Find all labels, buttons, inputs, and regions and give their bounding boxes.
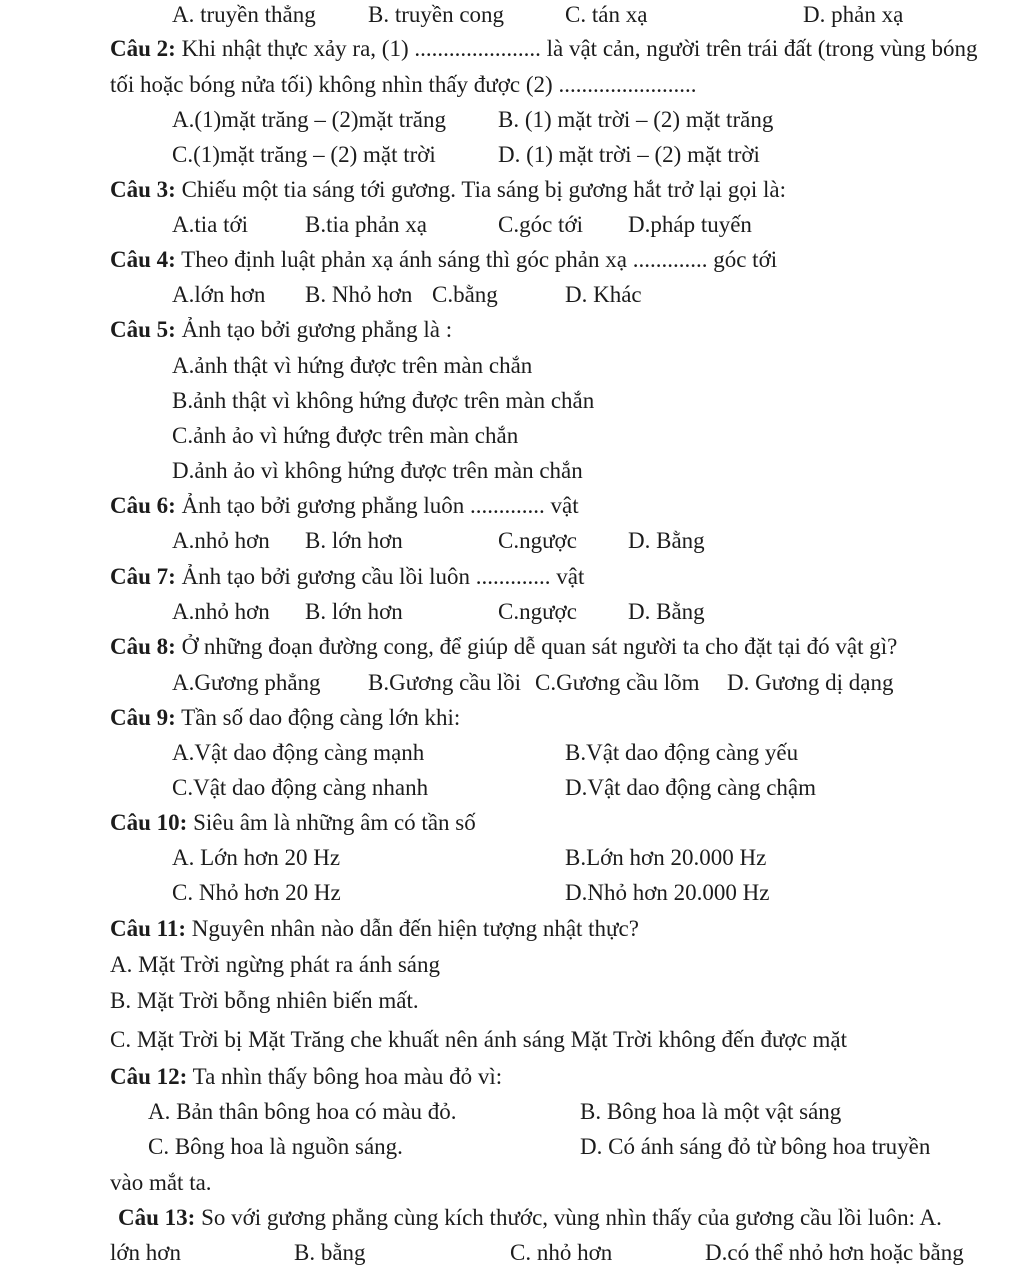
line-text: B. bằng — [294, 1240, 366, 1265]
text-line — [0, 562, 1024, 596]
question-text — [110, 175, 786, 205]
line-text: B.ảnh thật vì không hứng được trên màn chắn — [172, 388, 595, 413]
question-text — [110, 703, 460, 733]
line-text: Siêu âm là những âm có tần số — [187, 810, 476, 835]
answer-option — [498, 597, 577, 627]
line-text: Khi nhật thực xảy ra, (1) ...................... là vật cản, người trên trái đất (trong vùng bóng — [175, 36, 978, 61]
question-label: Câu 5: — [110, 317, 176, 342]
text-line — [0, 105, 1024, 139]
text-line — [0, 1062, 1024, 1096]
answer-option — [565, 773, 816, 803]
line-text: A.nhỏ hơn — [172, 528, 270, 553]
line-text: tối hoặc bóng nửa tối) không nhìn thấy được (2) ........................ — [110, 72, 697, 97]
line-text: D.Nhỏ hơn 20.000 Hz — [565, 880, 770, 905]
line-text: B.Gương cầu lồi — [368, 670, 522, 695]
answer-option — [510, 1238, 612, 1268]
line-text: A. Bản thân bông hoa có màu đỏ. — [148, 1099, 457, 1124]
line-text: lớn hơn — [110, 1240, 181, 1265]
answer-option — [565, 738, 798, 768]
question-label: Câu 11: — [110, 916, 187, 941]
answer-option — [148, 1132, 403, 1162]
line-text: A.ảnh thật vì hứng được trên màn chắn — [172, 353, 533, 378]
text-line — [0, 175, 1024, 209]
answer-option — [110, 1238, 181, 1268]
line-text: B. (1) mặt trời – (2) mặt trăng — [498, 107, 774, 132]
line-text: D. Gương dị dạng — [727, 670, 894, 695]
line-text: B. Mặt Trời bỗng nhiên biến mất. — [110, 988, 419, 1013]
answer-option — [172, 140, 436, 170]
text-line — [0, 315, 1024, 349]
answer-option — [498, 140, 760, 170]
text-line — [0, 1097, 1024, 1131]
text-line — [0, 668, 1024, 702]
line-text: B.Lớn hơn 20.000 Hz — [565, 845, 767, 870]
answer-option — [565, 878, 769, 908]
answer-option — [628, 597, 705, 627]
answer-option — [172, 878, 341, 908]
line-text: A.tia tới — [172, 212, 249, 237]
answer-option — [432, 280, 498, 310]
answer-option — [110, 70, 696, 100]
answer-option — [172, 210, 248, 240]
line-text: D.pháp tuyến — [628, 212, 752, 237]
question-text — [110, 245, 777, 275]
line-text: D. Khác — [565, 282, 642, 307]
line-text: A. truyền thẳng — [172, 2, 316, 27]
text-line — [0, 597, 1024, 631]
line-text: Theo định luật phản xạ ánh sáng thì góc phản xạ ............. góc tới — [175, 247, 778, 272]
line-text: C. Mặt Trời bị Mặt Trăng che khuất nên ánh sáng Mặt Trời không đến được mặt — [110, 1027, 848, 1052]
text-line — [0, 351, 1024, 385]
line-text: D. phản xạ — [803, 2, 904, 27]
text-line — [0, 140, 1024, 174]
line-text: B. Nhỏ hơn — [305, 282, 413, 307]
text-line — [0, 526, 1024, 560]
line-text: A. Mặt Trời ngừng phát ra ánh sáng — [110, 952, 440, 977]
text-line — [0, 386, 1024, 420]
line-text: Ở những đoạn đường cong, để giúp dễ quan sát người ta cho đặt tại đó vật gì? — [175, 634, 898, 659]
answer-option — [172, 526, 270, 556]
question-label: Câu 4: — [110, 247, 176, 272]
answer-option — [498, 526, 577, 556]
question-text — [110, 562, 584, 592]
answer-option — [628, 526, 705, 556]
question-text — [110, 632, 897, 662]
question-label: Câu 7: — [110, 564, 176, 589]
answer-option — [368, 0, 504, 30]
line-text: D. Bằng — [628, 528, 705, 553]
answer-option — [368, 668, 521, 698]
answer-option — [305, 597, 403, 627]
line-text: C.góc tới — [498, 212, 583, 237]
answer-option — [172, 773, 428, 803]
line-text: A.Vật dao động càng mạnh — [172, 740, 425, 765]
question-text — [110, 808, 476, 838]
answer-option — [110, 950, 440, 980]
answer-option — [727, 668, 893, 698]
line-text: B. Bông hoa là một vật sáng — [580, 1099, 842, 1124]
answer-option — [172, 386, 594, 416]
line-text: B. lớn hơn — [305, 599, 403, 624]
line-text: C. tán xạ — [565, 2, 648, 27]
line-text: C.ngược — [498, 599, 577, 624]
question-label: Câu 6: — [110, 493, 176, 518]
line-text: C.Vật dao động càng nhanh — [172, 775, 429, 800]
line-text: B.Vật dao động càng yếu — [565, 740, 799, 765]
line-text: A. Lớn hơn 20 Hz — [172, 845, 341, 870]
text-line — [0, 773, 1024, 807]
answer-option — [565, 0, 647, 30]
answer-option — [172, 0, 316, 30]
question-label: Câu 3: — [110, 177, 176, 202]
answer-option — [580, 1097, 841, 1127]
question-label: Câu 12: — [110, 1064, 188, 1089]
text-line — [0, 703, 1024, 737]
line-text: Ta nhìn thấy bông hoa màu đỏ vì: — [187, 1064, 503, 1089]
text-line — [0, 491, 1024, 525]
line-text: A.nhỏ hơn — [172, 599, 270, 624]
question-label: Câu 9: — [110, 705, 176, 730]
text-line — [0, 280, 1024, 314]
question-label: Câu 10: — [110, 810, 188, 835]
answer-option — [172, 105, 446, 135]
line-text: Nguyên nhân nào dẫn đến hiện tượng nhật thực? — [186, 916, 639, 941]
question-label: Câu 2: — [110, 36, 176, 61]
text-line — [0, 878, 1024, 912]
line-text: C. Nhỏ hơn 20 Hz — [172, 880, 341, 905]
text-line — [0, 0, 1024, 34]
line-text: C.ngược — [498, 528, 577, 553]
line-text: Ảnh tạo bởi gương phẳng là : — [175, 317, 453, 342]
question-label: Câu 13: — [118, 1205, 196, 1230]
text-line — [0, 421, 1024, 455]
question-text — [118, 1203, 942, 1233]
text-line — [0, 986, 1024, 1020]
answer-option — [498, 210, 583, 240]
question-text — [110, 34, 977, 64]
answer-option — [172, 738, 424, 768]
answer-option — [535, 668, 700, 698]
text-line — [0, 210, 1024, 244]
question-label: Câu 8: — [110, 634, 176, 659]
text-line — [0, 950, 1024, 984]
text-line — [0, 34, 1024, 68]
text-line — [0, 245, 1024, 279]
answer-option — [565, 843, 766, 873]
answer-option — [305, 210, 427, 240]
line-text: C.bằng — [432, 282, 498, 307]
answer-option — [110, 986, 419, 1016]
question-text — [110, 914, 639, 944]
text-line — [0, 738, 1024, 772]
line-text: Ảnh tạo bởi gương phẳng luôn ............. vật — [175, 493, 579, 518]
answer-option — [172, 456, 583, 486]
line-text: A.(1)mặt trăng – (2)mặt trăng — [172, 107, 446, 132]
cut-off-next-line — [0, 1268, 1024, 1280]
line-text: B. lớn hơn — [305, 528, 403, 553]
line-text: D. Bằng — [628, 599, 705, 624]
line-text: D. (1) mặt trời – (2) mặt trời — [498, 142, 760, 167]
line-text: A.Gương phẳng — [172, 670, 321, 695]
line-text: vào mắt ta. — [110, 1170, 212, 1195]
text-line — [0, 843, 1024, 877]
answer-option — [172, 421, 518, 451]
text-line — [0, 70, 1024, 104]
answer-option — [705, 1238, 964, 1268]
line-text: D.Vật dao động càng chậm — [565, 775, 817, 800]
line-text: So với gương phẳng cùng kích thước, vùng nhìn thấy của gương cầu lồi luôn: A. — [195, 1205, 942, 1230]
line-text: C.(1)mặt trăng – (2) mặt trời — [172, 142, 436, 167]
question-text — [110, 315, 452, 345]
text-line — [0, 1238, 1024, 1272]
answer-option — [294, 1238, 366, 1268]
answer-option — [580, 1132, 930, 1162]
text-line — [0, 914, 1024, 948]
answer-option — [172, 351, 532, 381]
answer-option — [628, 210, 752, 240]
line-text: D.ảnh ảo vì không hứng được trên màn chắn — [172, 458, 583, 483]
line-text: D. Có ánh sáng đỏ từ bông hoa truyền — [580, 1134, 931, 1159]
answer-option — [172, 280, 265, 310]
answer-option — [172, 843, 340, 873]
answer-option — [148, 1097, 457, 1127]
line-text: D.có thể nhỏ hơn hoặc bằng — [705, 1240, 964, 1265]
question-text — [110, 1062, 502, 1092]
answer-option — [172, 668, 321, 698]
line-text: Tần số dao động càng lớn khi: — [175, 705, 461, 730]
answer-option — [565, 280, 642, 310]
text-line — [0, 1168, 1024, 1202]
line-text: Ảnh tạo bởi gương cầu lồi luôn ............. vật — [175, 564, 585, 589]
answer-option — [172, 597, 270, 627]
answer-option — [803, 0, 903, 30]
line-text: B.tia phản xạ — [305, 212, 427, 237]
line-text: C.ảnh ảo vì hứng được trên màn chắn — [172, 423, 519, 448]
line-text: B. truyền cong — [368, 2, 505, 27]
text-line — [0, 808, 1024, 842]
text-line — [0, 1203, 1024, 1237]
text-line — [0, 632, 1024, 666]
text-line — [0, 1132, 1024, 1166]
line-text: A.lớn hơn — [172, 282, 266, 307]
line-text: C. Bông hoa là nguồn sáng. — [148, 1134, 403, 1159]
line-text: Chiếu một tia sáng tới gương. Tia sáng bị gương hắt trở lại gọi là: — [175, 177, 787, 202]
question-text — [110, 491, 579, 521]
line-text: C. nhỏ hơn — [510, 1240, 613, 1265]
answer-option — [305, 280, 412, 310]
answer-option — [110, 1025, 847, 1055]
answer-option — [498, 105, 773, 135]
answer-option — [305, 526, 403, 556]
answer-option — [110, 1168, 212, 1198]
text-line — [0, 1025, 1024, 1059]
text-line — [0, 456, 1024, 490]
line-text: C.Gương cầu lõm — [535, 670, 700, 695]
